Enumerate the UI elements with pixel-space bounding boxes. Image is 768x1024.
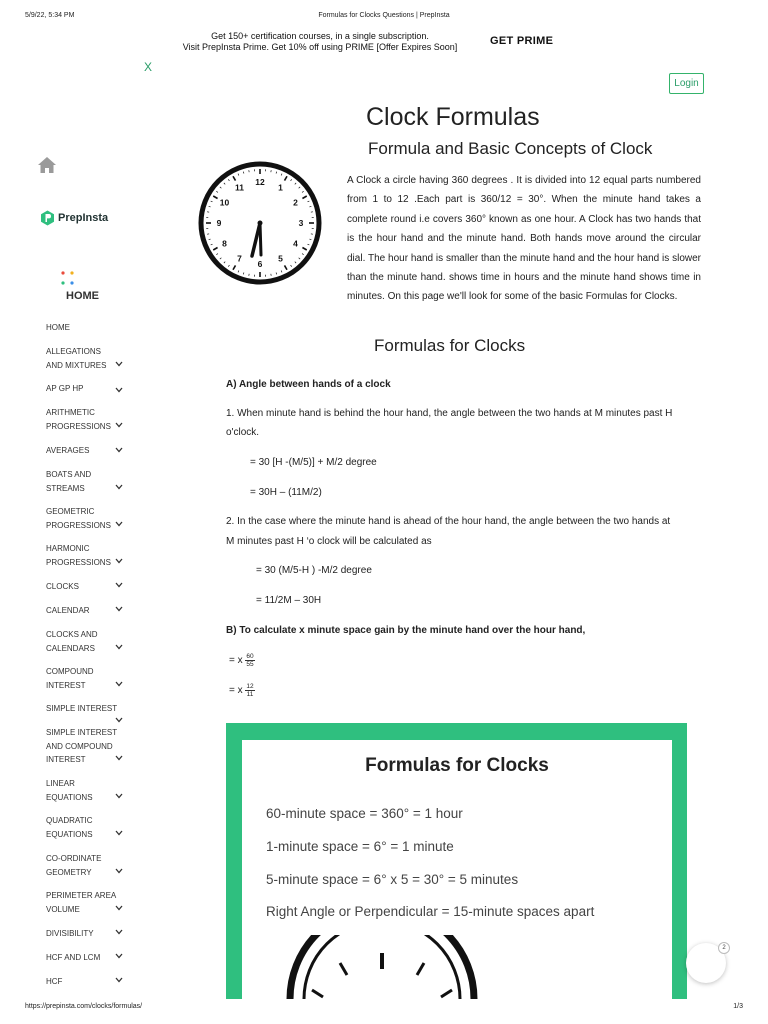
chevron-down-icon[interactable] bbox=[115, 905, 123, 911]
sidebar-item-geometric[interactable]: GEOMETRIC PROGRESSIONS bbox=[46, 507, 111, 530]
clock-number: 8 bbox=[222, 238, 227, 249]
sidebar-item-clocks-calendars[interactable]: CLOCKS AND CALENDARS bbox=[46, 630, 98, 653]
clock-number: 4 bbox=[293, 238, 298, 249]
clock-number: 12 bbox=[255, 177, 265, 187]
clock-number: 11 bbox=[235, 182, 244, 193]
section-title: Formulas for Clocks bbox=[374, 336, 526, 355]
sidebar-item-harmonic[interactable]: HARMONIC PROGRESSIONS bbox=[46, 544, 111, 567]
chevron-down-icon[interactable] bbox=[115, 953, 123, 959]
chevron-down-icon[interactable] bbox=[115, 717, 123, 723]
clock-number: 9 bbox=[216, 218, 222, 228]
print-title: Formulas for Clocks Questions | PrepInsta bbox=[318, 12, 450, 19]
sidebar-item-coordinate-geometry[interactable]: CO-ORDINATE GEOMETRY bbox=[46, 854, 102, 877]
promo-line-1: Get 150+ certification courses, in a single subscription. bbox=[211, 31, 429, 41]
get-prime-button[interactable]: GET PRIME bbox=[490, 35, 554, 47]
page-title: Clock Formulas bbox=[366, 103, 540, 131]
sidebar-item-allegations[interactable]: ALLEGATIONS AND MIXTURES bbox=[46, 347, 107, 370]
clock-number: 10 bbox=[219, 197, 230, 208]
promo-banner bbox=[150, 31, 490, 53]
sidebar-item-quadratic-equations[interactable]: QUADRATIC EQUATIONS bbox=[46, 816, 93, 839]
sidebar-item-hcf-lcm[interactable]: HCF AND LCM bbox=[46, 953, 101, 962]
chevron-down-icon[interactable] bbox=[115, 644, 123, 650]
sidebar-item-simple-interest[interactable]: SIMPLE INTEREST bbox=[46, 704, 118, 713]
intro-paragraph: A Clock a circle having 360 degrees . It is divided into 12 equal parts numbered from 1 to 12 .Each part is 360/12 = 30°. When the minute hand takes a complete round i.e covers 360° known as one hour. A Clock has two hands that is the hour hand and the minute hand. Both hands move around the circular dial. The hour hand is smaller than the minute hand and the hour hand is slower than the minute hand. shows time in hours and the minute hand shows time in minutes. On this page we'll look for some of the basic Formulas for Clocks. bbox=[347, 175, 701, 303]
logo-text: PrepInsta bbox=[58, 212, 109, 224]
sidebar-item-compound-interest[interactable]: COMPOUND INTEREST bbox=[46, 667, 94, 690]
chevron-down-icon[interactable] bbox=[115, 755, 123, 761]
chevron-down-icon[interactable] bbox=[115, 606, 123, 612]
home-icon[interactable] bbox=[37, 156, 57, 174]
sidebar-item-boats[interactable]: BOATS AND STREAMS bbox=[46, 470, 92, 493]
chevron-down-icon[interactable] bbox=[115, 521, 123, 527]
prepinsta-logo[interactable] bbox=[40, 210, 108, 226]
gain-formula-2: = x $\frac{12}{11}$ bbox=[229, 682, 254, 698]
clock-center bbox=[258, 221, 263, 226]
case-2-formula-1: = 30 (M/5-H ) -M/2 degree bbox=[256, 565, 372, 576]
case-2-line-2: M minutes past H ‘o clock will be calculated as bbox=[226, 536, 432, 547]
clock-number: 7 bbox=[237, 253, 242, 264]
chevron-down-icon[interactable] bbox=[115, 830, 123, 836]
formula-line: 5-minute space = 6° x 5 = 30° = 5 minutes bbox=[266, 872, 519, 887]
chevron-down-icon[interactable] bbox=[115, 681, 123, 687]
chevron-down-icon[interactable] bbox=[115, 868, 123, 874]
sidebar-home-heading: HOME bbox=[66, 290, 99, 302]
chat-badge: 2 bbox=[718, 942, 730, 954]
sidebar-item-averages[interactable]: AVERAGES bbox=[46, 446, 90, 455]
case-1-line-1: 1. When minute hand is behind the hour hand, the angle between the two hands at M minutes past H bbox=[226, 408, 673, 419]
clock-number: 2 bbox=[293, 197, 298, 208]
clock-number: 5 bbox=[278, 253, 283, 264]
chevron-down-icon[interactable] bbox=[115, 484, 123, 490]
sidebar-item-calendar[interactable]: CALENDAR bbox=[46, 606, 90, 615]
formula-line: 1-minute space = 6° = 1 minute bbox=[266, 839, 454, 854]
prepinsta-logo-icon bbox=[40, 210, 55, 226]
print-date: 5/9/22, 5:34 PM bbox=[25, 12, 75, 19]
case-1-line-2: o'clock. bbox=[226, 427, 260, 438]
print-page-number: 1/3 bbox=[733, 1003, 743, 1010]
clock-number: 6 bbox=[257, 259, 263, 269]
page-subtitle: Formula and Basic Concepts of Clock bbox=[368, 139, 653, 158]
sidebar-item-clocks[interactable]: CLOCKS bbox=[46, 582, 79, 591]
section-a-heading: A) Angle between hands of a clock bbox=[226, 379, 391, 390]
login-button[interactable]: Login bbox=[669, 73, 704, 94]
chevron-down-icon[interactable] bbox=[115, 793, 123, 799]
formula-image-title: Formulas for Clocks bbox=[365, 755, 549, 776]
chevron-down-icon[interactable] bbox=[115, 387, 123, 393]
case-2-line-1: 2. In the case where the minute hand is ahead of the hour hand, the angle between the two hands at bbox=[226, 516, 671, 527]
menu-dots-icon bbox=[60, 270, 76, 286]
chevron-down-icon[interactable] bbox=[115, 361, 123, 367]
case-1-formula-2: = 30H – (11M/2) bbox=[250, 487, 322, 498]
clock-illustration bbox=[197, 160, 323, 286]
chevron-down-icon[interactable] bbox=[115, 977, 123, 983]
sidebar-item-divisibility[interactable]: DIVISIBILITY bbox=[46, 929, 94, 938]
case-1-formula-1: = 30 [H -(M/5)] + M/2 degree bbox=[250, 457, 377, 468]
chevron-down-icon[interactable] bbox=[115, 929, 123, 935]
chevron-down-icon[interactable] bbox=[115, 447, 123, 453]
close-banner-icon[interactable]: X bbox=[144, 60, 153, 74]
sidebar-item-ap-gp-hp[interactable]: AP GP HP bbox=[46, 384, 84, 393]
sidebar-item-home[interactable]: HOME bbox=[46, 323, 70, 332]
sidebar-item-linear-equations[interactable]: LINEAR EQUATIONS bbox=[46, 779, 93, 802]
gain-formula-1: = x $\frac{60}{55}$ bbox=[229, 652, 254, 668]
sidebar-item-simple-compound[interactable]: SIMPLE INTEREST AND COMPOUND INTEREST bbox=[46, 728, 118, 764]
chevron-down-icon[interactable] bbox=[115, 422, 123, 428]
chevron-down-icon[interactable] bbox=[115, 558, 123, 564]
clock-partial-icon bbox=[282, 935, 482, 999]
promo-line-2: Visit PrepInsta Prime. Get 10% off using PRIME [Offer Expires Soon] bbox=[182, 42, 458, 52]
section-b-heading: B) To calculate x minute space gain by the minute hand over the hour hand, bbox=[226, 625, 586, 636]
sidebar-item-arithmetic[interactable]: ARITHMETIC PROGRESSIONS bbox=[46, 408, 111, 431]
case-2-formula-2: = 11/2M – 30H bbox=[256, 595, 322, 606]
sidebar-item-hcf[interactable]: HCF bbox=[46, 977, 63, 986]
print-url: https://prepinsta.com/clocks/formulas/ bbox=[25, 1003, 143, 1010]
chevron-down-icon[interactable] bbox=[115, 582, 123, 588]
formula-line: 60-minute space = 360° = 1 hour bbox=[266, 806, 463, 821]
formula-line: Right Angle or Perpendicular = 15-minute spaces apart bbox=[266, 904, 595, 919]
sidebar-item-perimeter-area[interactable]: PERIMETER AREA VOLUME bbox=[46, 891, 117, 914]
clock-number: 3 bbox=[298, 218, 304, 228]
clock-number: 1 bbox=[278, 182, 283, 193]
